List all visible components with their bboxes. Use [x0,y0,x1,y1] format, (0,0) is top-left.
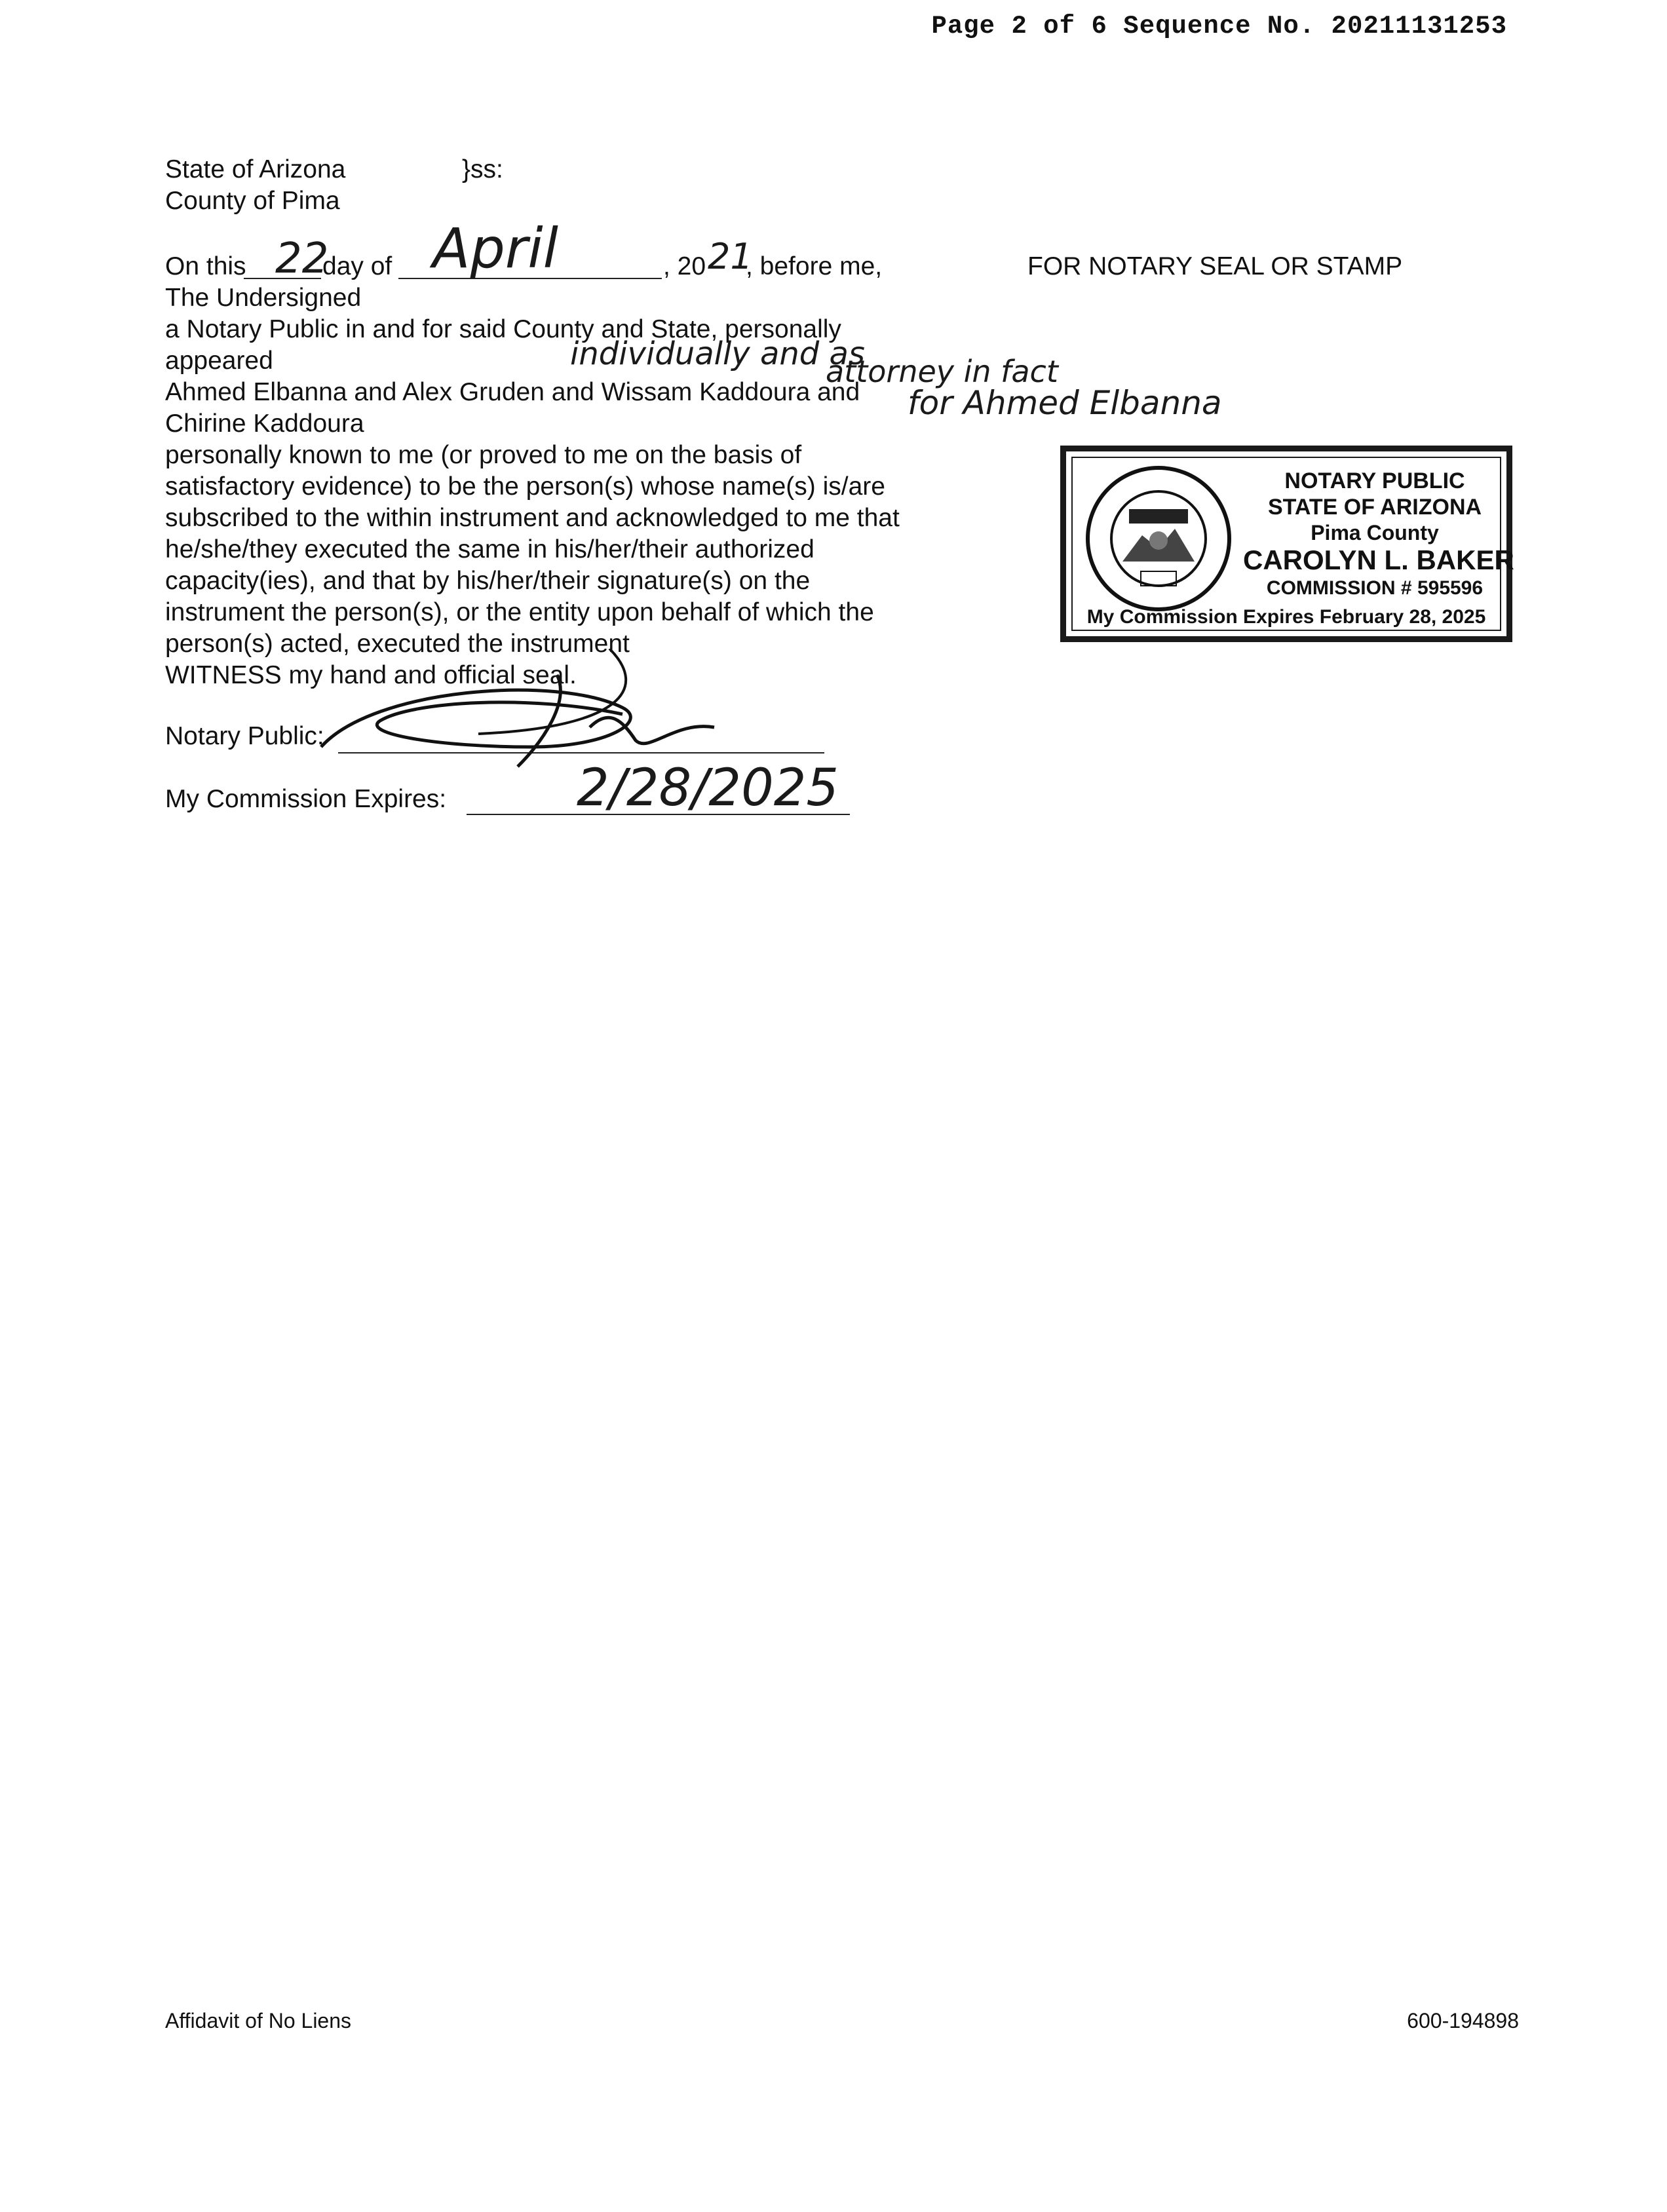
ack-day-of: day of [322,252,393,280]
stamp-line5: COMMISSION # 595596 [1266,577,1484,599]
ack-undersigned: The Undersigned [165,284,362,312]
commission-date-handwritten: 2/28/2025 [577,759,839,818]
handwritten-individually: individually and as [570,335,865,372]
ack-body-line: personally known to me (or proved to me on the basis of [165,441,802,469]
stamp-line3: Pima County [1311,521,1439,544]
footer-left: Affidavit of No Liens [165,2009,352,2032]
month-handwritten: April [432,216,558,280]
notary-public-label: Notary Public: [165,722,324,750]
notary-stamp [1060,446,1512,642]
ack-body-line: he/she/they executed the same in his/her/their authorized [165,535,814,563]
stamp-line4: CAROLYN L. BAKER [1243,544,1514,575]
venue-ss: }ss: [462,155,503,183]
commission-label: My Commission Expires: [165,785,447,813]
ack-on-this: On this [165,252,246,280]
handwritten-for-ahmed: for Ahmed Elbanna [908,384,1222,422]
footer-right: 600-194898 [1407,2009,1519,2032]
ack-names-1: Ahmed Elbanna and Alex Gruden and Wissam Kaddoura and [165,378,860,406]
day-handwritten: 22 [275,235,329,283]
stamp-line6: My Commission Expires February 28, 2025 [1086,606,1486,628]
stamp-line2: STATE OF ARIZONA [1267,495,1482,520]
ack-before-me: , before me, [746,252,883,280]
stamp-line1: NOTARY PUBLIC [1284,468,1465,493]
venue-county: County of Pima [165,187,340,215]
seal-stamp-label: FOR NOTARY SEAL OR STAMP [1027,252,1403,280]
ack-appeared: appeared [165,347,273,375]
ack-body-line: capacity(ies), and that by his/her/their signature(s) on the [165,567,811,595]
ack-body-line: instrument the person(s), or the entity upon behalf of which the [165,598,874,626]
ack-body-line: satisfactory evidence) to be the person(s) whose name(s) is/are [165,472,885,501]
ack-notary-line: a Notary Public in and for said County and State, personally [165,315,841,343]
year-handwritten: 21 [708,236,753,277]
state-seal-icon [1083,463,1234,614]
ack-body-line: person(s) acted, executed the instrument [165,630,630,658]
ack-names-2: Chirine Kaddoura [165,410,364,438]
page-header: Page 2 of 6 Sequence No. 20211131253 [931,12,1507,41]
handwritten-attorney: attorney in fact [826,354,1058,389]
ack-year-prefix: , 20 [663,252,706,280]
venue-state: State of Arizona [165,155,346,183]
ack-body-line: subscribed to the within instrument and acknowledged to me that [165,504,900,532]
ack-body-line: WITNESS my hand and official seal. [165,661,577,689]
